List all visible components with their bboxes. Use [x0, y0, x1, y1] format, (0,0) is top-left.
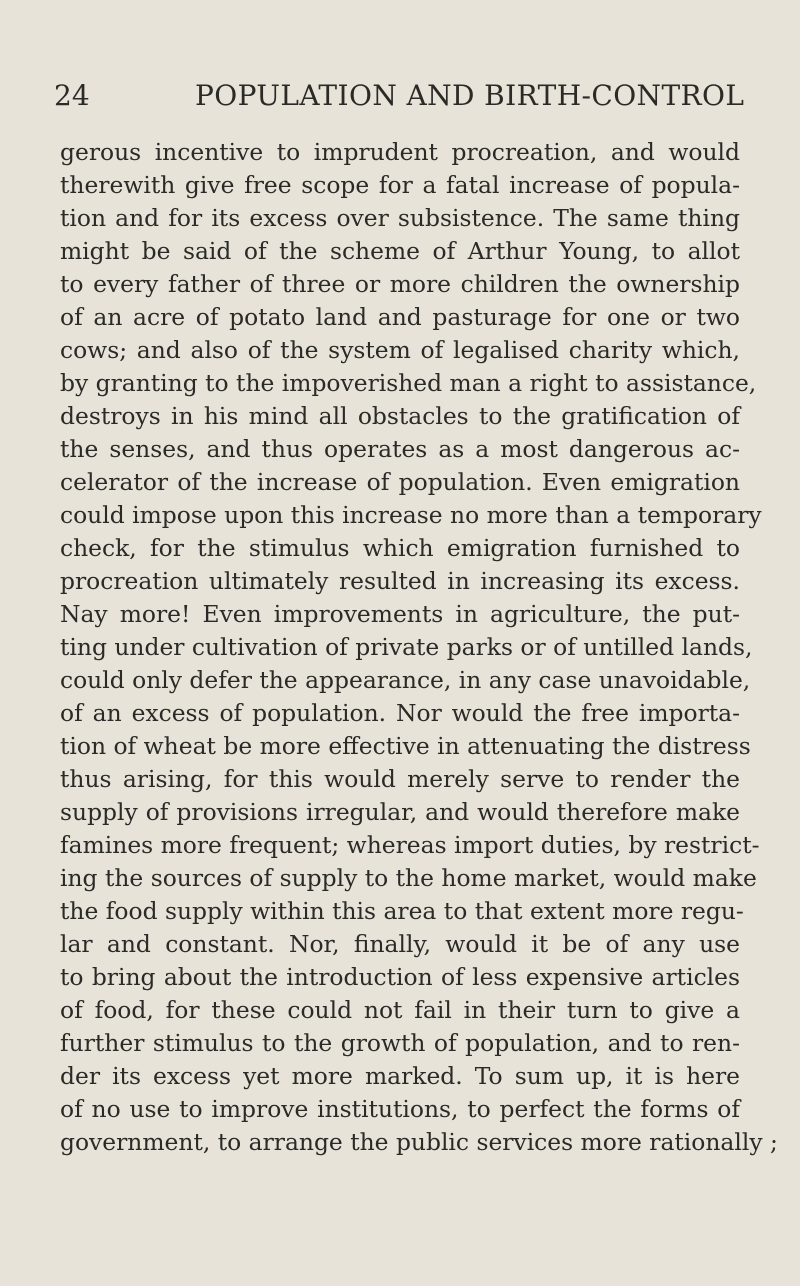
text-line: the food supply within this area to that extent more regu-: [60, 897, 744, 925]
text-line: to bring about the introduction of less expensive articles: [60, 963, 740, 991]
text-line: tion of wheat be more effective in attenuating the distress: [60, 732, 751, 760]
text-line: Nay more! Even improvements in agriculture, the put-: [60, 600, 740, 628]
page-number: 24: [54, 79, 90, 112]
text-line: might be said of the scheme of Arthur Young, to allot: [60, 237, 740, 265]
running-title: POPULATION AND BIRTH-CONTROL: [195, 79, 745, 112]
text-line: famines more frequent; whereas import duties, by restrict-: [60, 831, 760, 859]
text-line: thus arising, for this would merely serve to render the: [60, 765, 740, 793]
text-line: the senses, and thus operates as a most dangerous ac-: [60, 435, 740, 463]
text-line: of an excess of population. Nor would the free importa-: [60, 699, 740, 727]
text-line: could impose upon this increase no more than a temporary: [60, 501, 762, 529]
text-line: to every father of three or more children the ownership: [60, 270, 740, 298]
text-line: further stimulus to the growth of population, and to ren-: [60, 1029, 740, 1057]
text-line: celerator of the increase of population. Even emigration: [60, 468, 740, 496]
text-line: of an acre of potato land and pasturage for one or two: [60, 303, 740, 331]
text-line: tion and for its excess over subsistence. The same thing: [60, 204, 740, 232]
text-line: ting under cultivation of private parks or of untilled lands,: [60, 633, 753, 661]
text-line: could only defer the appearance, in any case unavoidable,: [60, 666, 751, 694]
text-line: supply of provisions irregular, and would therefore make: [60, 798, 740, 826]
text-line: of no use to improve institutions, to perfect the forms of: [60, 1095, 740, 1123]
text-line: gerous incentive to imprudent procreation, and would: [60, 138, 740, 166]
running-head: [54, 76, 754, 116]
text-line: der its excess yet more marked. To sum up, it is here: [60, 1062, 740, 1090]
text-line: ing the sources of supply to the home market, would make: [60, 864, 757, 892]
text-line: of food, for these could not fail in their turn to give a: [60, 996, 740, 1024]
text-line: cows; and also of the system of legalised charity which,: [60, 336, 740, 364]
text-line: lar and constant. Nor, finally, would it be of any use: [60, 930, 740, 958]
text-line: check, for the stimulus which emigration furnished to: [60, 534, 740, 562]
text-line: procreation ultimately resulted in increasing its excess.: [60, 567, 740, 595]
text-line: by granting to the impoverished man a right to assistance,: [60, 369, 757, 397]
text-line: government, to arrange the public services more rationally ;: [60, 1128, 778, 1156]
text-line: destroys in his mind all obstacles to the gratification of: [60, 402, 740, 430]
text-line: therewith give free scope for a fatal increase of popula-: [60, 171, 740, 199]
body-text: [60, 136, 778, 1159]
